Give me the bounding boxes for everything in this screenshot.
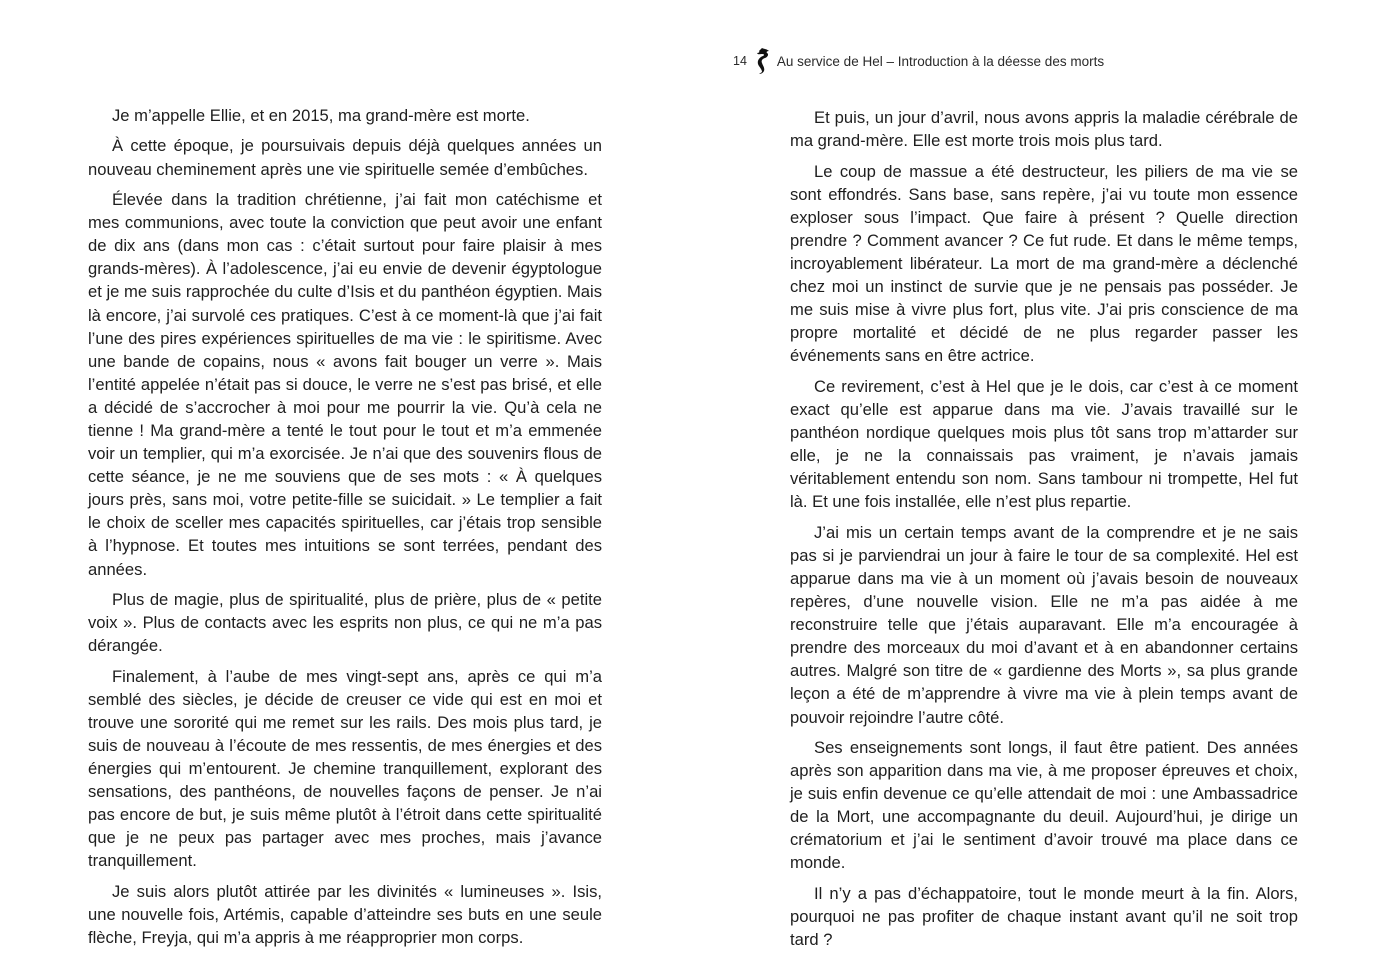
- right-page: [700, 0, 1400, 980]
- paragraph: À cette époque, je poursuivais depuis déjà quelques années un nouveau cheminement après une vie spirituelle semée d’embûches.: [88, 136, 602, 179]
- right-page-body: [790, 106, 1298, 959]
- paragraph: Je m’appelle Ellie, et en 2015, ma grand-mère est morte.: [112, 106, 530, 125]
- paragraph: Il n’y a pas d’échappatoire, tout le monde meurt à la fin. Alors, pourquoi ne pas profiter de chaque instant avant qu’il ne soit trop tard ?: [790, 883, 1298, 950]
- running-title: Au service de Hel – Introduction à la déesse des morts: [776, 53, 1105, 69]
- paragraph: Ses enseignements sont longs, il faut être patient. Des années après son apparition dans ma vie, à me proposer épreuves et choix, je suis enfin devenue ce qu’elle attendait de moi : une Ambassadrice de la Mort, une accompagnante du deuil. Aujourd’hui, je dirige un crématorium et j’ai le sentiment d’avoir trouvé ma place dans ce monde.: [790, 738, 1298, 873]
- left-page-body: [88, 104, 602, 957]
- running-header: [733, 47, 1104, 75]
- paragraph: Je suis alors plutôt attirée par les divinités « lumineuses ». Isis, une nouvelle fois, Artémis, capable d’atteindre ses buts en une seule flèche, Freyja, qui m’a appris à me réapproprier mon corps.: [88, 881, 602, 948]
- paragraph: Ce revirement, c’est à Hel que je le dois, car c’est à ce moment exact qu’elle est apparue dans ma vie. J’avais travaillé sur le panthéon nordique quelques mois plus tôt sans trop m’attarder sur elle, je ne la connaissais pas vraiment, je n’avais jamais véritablement entendu son nom. Sans tambour ni trompette, Hel fut là. Et une fois installée, elle n’est plus repartie.: [790, 376, 1298, 512]
- page-number: 14: [733, 54, 747, 68]
- paragraph: J’ai mis un certain temps avant de la comprendre et je ne sais pas si je parviendrai un jour à faire le tour de sa complexité. Hel est apparue dans ma vie à un moment où j’avais besoin de nouveaux repères, d’une nouvelle vision. Elle ne m’a pas aidée à me reconstruire telle que j’étais auparavant. Elle m’a encouragée à prendre des morceaux du moi d’avant et à en abandonner certains autres. Malgré son titre de « gardienne des Morts », sa plus grande leçon a été de m’apprendre à vivre ma vie à plein temps avant de pouvoir rejoindre l’autre côté.: [790, 522, 1298, 727]
- paragraph: Et puis, un jour d’avril, nous avons appris la maladie cérébrale de ma grand-mère. Elle est morte trois mois plus tard.: [790, 108, 1298, 151]
- paragraph: Le coup de massue a été destructeur, les piliers de ma vie se sont effondrés. Sans base, sans repère, j’ai vu toute mon essence exploser sous l’impact. Que faire à présent ? Quelle direction prendre ? Comment avancer ? Ce fut rude. Et dans le même temps, incroyablement libérateur. La mort de ma grand-mère a déclenché chez moi un instinct de survie que je ne pensais pas posséder. Je me suis mise à vivre plus fort, plus vite. J’ai pris conscience de ma propre mortalité et décidé de ne plus regarder passer les événements sans en être actrice.: [790, 161, 1298, 366]
- paragraph: Plus de magie, plus de spiritualité, plus de prière, plus de « petite voix ». Plus de contacts avec les esprits non plus, ce qui ne m’a pas dérangée.: [88, 590, 602, 656]
- paragraph: Finalement, à l’aube de mes vingt-sept ans, après ce qui m’a semblé des siècles, je décide de creuser ce vide qui est en moi et trouve une sororité qui me remet sur les rails. Des mois plus tard, je suis de nouveau à l’écoute de mes ressentis, de mes énergies et des énergies qui m’entourent. Je chemine tranquillement, explorant des sensations, des panthéons, de nouvelles façons de penser. Je n’ai pas encore de but, je suis même plutôt à l’étroit dans cette spiritualité que je ne peux pas partager avec mes proches, mais j’avance tranquillement.: [88, 666, 602, 871]
- dragon-icon: [753, 47, 771, 75]
- paragraph: Élevée dans la tradition chrétienne, j’ai fait mon catéchisme et mes communions, avec toute la conviction que peut avoir une enfant de dix ans (dans mon cas : c’était surtout pour faire plaisir à mes grands-mères). À l’adolescence, j’ai eu envie de devenir égyptologue et je me suis rapprochée du culte d’Isis et du panthéon égyptien. Mais là encore, j’ai survolé ces pratiques. C’est à ce moment-là que j’ai fait l’une des pires expériences spirituelles de ma vie : le spiritisme. Avec une bande de copains, nous « avons fait bouger un verre ». Mais l’entité appelée n’était pas si douce, le verre ne s’est pas brisé, et elle a décidé de s’accrocher à moi pour me pourrir la vie. Qu’à cela ne tienne ! Ma grand-mère a tenté le tout pour le tout et m’a emmenée voir un templier, qui m’a exorcisée. Je n’ai que des souvenirs flous de cette séance, je ne me souviens que de ses mots : « À quelques jours près, sans moi, votre petite-fille se suicidait. » Le templier a fait le choix de sceller mes capacités spirituelles, car j’étais trop sensible à l’hypnose. Et toutes mes intuitions se sont terrées, pendant des années.: [88, 190, 602, 579]
